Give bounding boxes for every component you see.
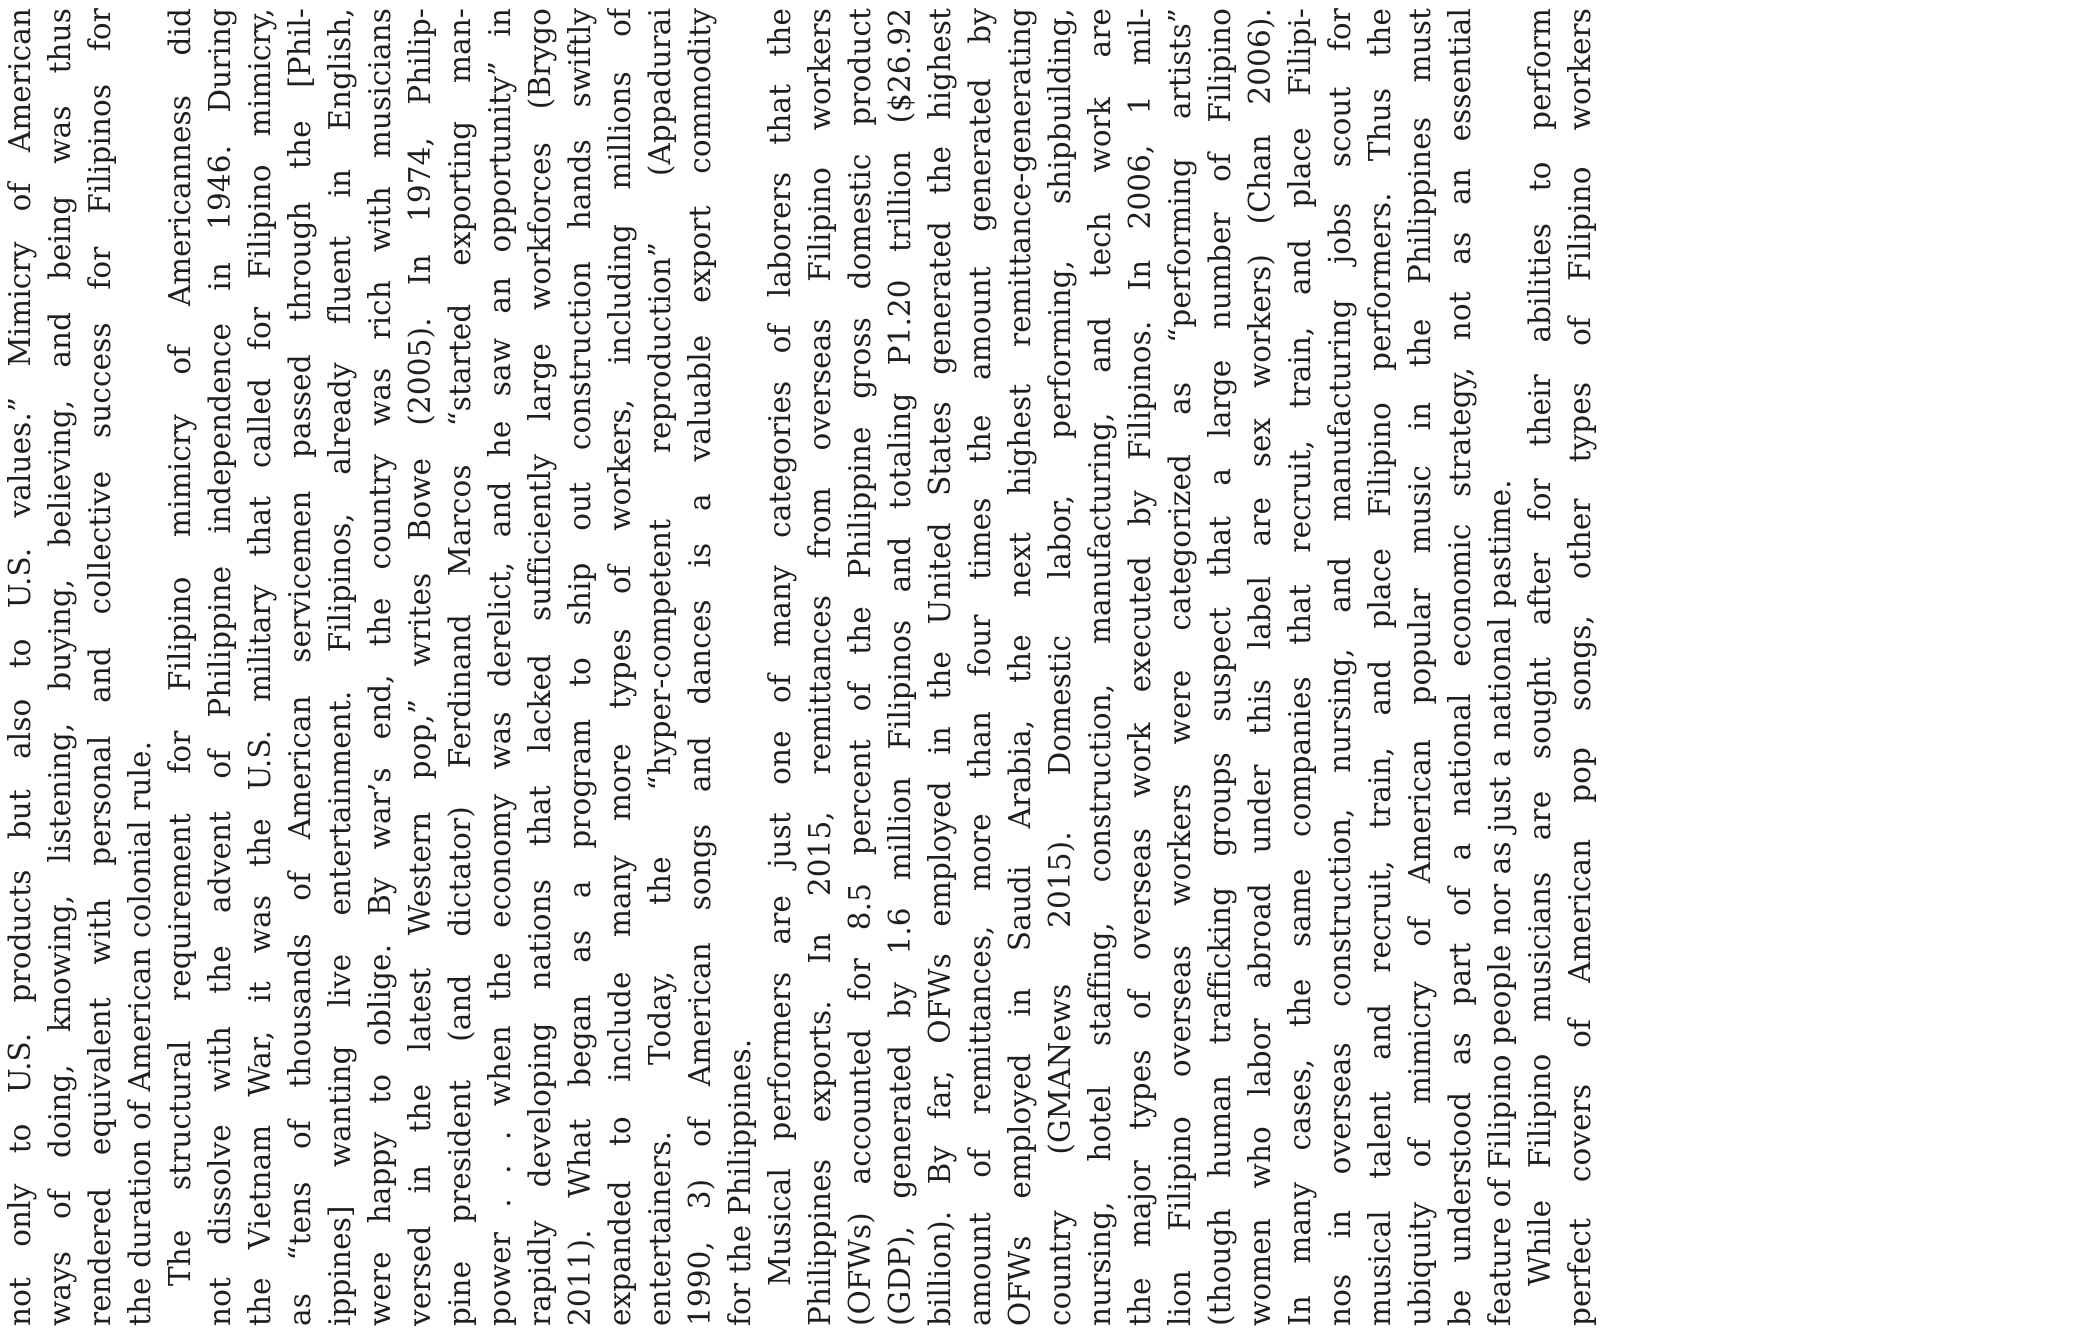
text-line: Philippines exports. In 2015, remittances from overseas Filipino workers: [803, 8, 837, 1326]
text-line: power . . . when the economy was derelict, and he saw an opportunity” in: [483, 8, 517, 1326]
text-line: entertainers. Today, the “hyper-competent reproduction” (Appadurai: [643, 8, 677, 1326]
text-line: ippines] wanting live entertainment. Filipinos, already fluent in English,: [323, 8, 357, 1326]
text-line: the duration of American colonial rule.: [123, 740, 157, 1326]
text-line: the major types of overseas work executed by Filipinos. In 2006, 1 mil-: [1123, 8, 1157, 1326]
body-text: [0, 8, 1600, 1326]
paragraph: [0, 8, 160, 1326]
text-line: 1990, 3) of American songs and dances is a valuable export commodity: [683, 8, 717, 1326]
text-line: were happy to oblige. By war’s end, the country was rich with musicians: [363, 8, 397, 1326]
text-line: for the Philippines.: [723, 1038, 757, 1326]
text-line: nos in overseas construction, nursing, and manufacturing jobs scout for: [1323, 8, 1357, 1326]
text-line: The structural requirement for Filipino mimicry of Americanness did: [163, 8, 197, 1286]
text-line: lion Filipino overseas workers were categorized as “performing artists”: [1163, 8, 1197, 1326]
text-line: rapidly developing nations that lacked sufficiently large workforces (Brygo: [523, 8, 557, 1326]
text-line: country (GMANews 2015). Domestic labor, performing, shipbuilding,: [1043, 8, 1077, 1326]
text-line: pine president (and dictator) Ferdinand Marcos “started exporting man-: [443, 8, 477, 1326]
text-line: versed in the latest Western pop,” writes Bowe (2005). In 1974, Philip-: [403, 8, 437, 1326]
text-line: Musical performers are just one of many categories of laborers that the: [763, 8, 797, 1286]
text-line: ubiquity of mimicry of American popular music in the Philippines must: [1403, 8, 1437, 1326]
text-line: as “tens of thousands of American servicemen passed through the [Phil-: [283, 8, 317, 1326]
text-line: nursing, hotel staffing, construction, manufacturing, and tech work are: [1083, 8, 1117, 1326]
text-line: (GDP), generated by 1.6 million Filipinos and totaling P1.20 trillion ($26.92: [883, 8, 917, 1326]
paragraph: [760, 8, 1520, 1326]
text-line: feature of Filipino people nor as just a national pastime.: [1483, 479, 1517, 1326]
paragraph: [160, 8, 760, 1326]
text-line: perfect covers of American pop songs, other types of Filipino workers: [1563, 8, 1597, 1326]
text-line: be understood as part of a national economic strategy, not as an essential: [1443, 8, 1477, 1326]
text-line: amount of remittances, more than four times the amount generated by: [963, 8, 997, 1326]
text-line: expanded to include many more types of workers, including millions of: [603, 8, 637, 1326]
text-line: 2011). What began as a program to ship out construction hands swiftly: [563, 8, 597, 1326]
text-line: musical talent and recruit, train, and place Filipino performers. Thus the: [1363, 8, 1397, 1326]
text-line: While Filipino musicians are sought after for their abilities to perform: [1523, 8, 1557, 1286]
text-line: rendered equivalent with personal and collective success for Filipinos for: [83, 8, 117, 1326]
paragraph: [1520, 8, 1600, 1326]
text-line: billion). By far, OFWs employed in the United States generated the highest: [923, 8, 957, 1326]
text-line: ways of doing, knowing, listening, buying, believing, and being was thus: [43, 8, 77, 1326]
text-line: not dissolve with the advent of Philippine independence in 1946. During: [203, 8, 237, 1326]
text-line: the Vietnam War, it was the U.S. military that called for Filipino mimicry,: [243, 8, 277, 1326]
text-line: In many cases, the same companies that recruit, train, and place Filipi-: [1283, 8, 1317, 1326]
text-line: (OFWs) accounted for 8.5 percent of the Philippine gross domestic product: [843, 8, 877, 1326]
text-line: not only to U.S. products but also to U.S. values.” Mimicry of American: [3, 8, 37, 1326]
text-line: OFWs employed in Saudi Arabia, the next highest remittance-generating: [1003, 8, 1037, 1326]
text-line: women who labor abroad under this label are sex workers) (Chan 2006).: [1243, 8, 1277, 1326]
text-line: (though human trafficking groups suspect that a large number of Filipino: [1203, 8, 1237, 1326]
